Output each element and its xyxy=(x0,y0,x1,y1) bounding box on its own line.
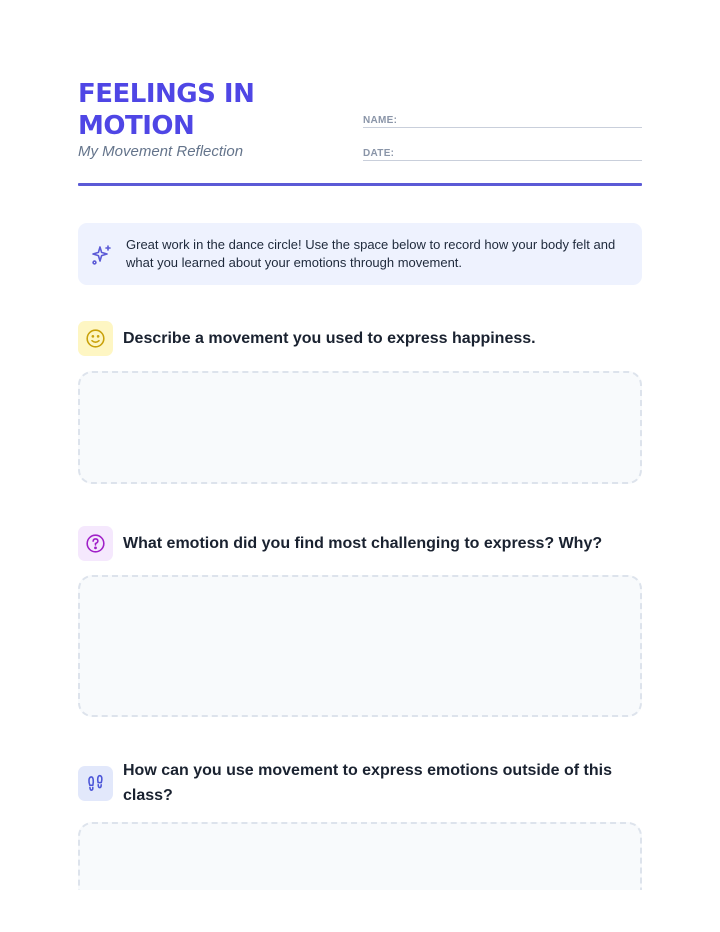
page-title: FEELINGS IN MOTION xyxy=(78,79,255,141)
question-1-text: Describe a movement you used to express happiness. xyxy=(123,330,536,347)
question-3-icon-badge xyxy=(78,766,113,801)
date-field[interactable] xyxy=(363,143,642,161)
question-2-icon-badge xyxy=(78,526,113,561)
footprints-icon xyxy=(85,773,106,794)
intro-text: Great work in the dance circle! Use the space below to record how your body felt and what you learned about your emotions through movement. xyxy=(126,237,616,270)
smile-icon xyxy=(85,328,106,349)
question-2-text: What emotion did you find most challenging to express? Why? xyxy=(123,535,603,552)
intro-box xyxy=(78,223,642,285)
answer-box-3[interactable] xyxy=(78,822,642,890)
page-subtitle: My Movement Reflection xyxy=(78,143,244,160)
question-3-text: How can you use movement to express emotions outside of this class? xyxy=(123,762,612,804)
name-field[interactable] xyxy=(363,110,642,128)
sparkles-icon xyxy=(90,243,114,267)
question-1-icon-badge xyxy=(78,321,113,356)
answer-box-1[interactable] xyxy=(78,371,642,484)
question-circle-icon xyxy=(85,533,106,554)
name-label: NAME: xyxy=(363,115,398,126)
header-divider xyxy=(78,183,642,186)
worksheet-page xyxy=(78,0,642,890)
date-label: DATE: xyxy=(363,148,395,159)
answer-box-2[interactable] xyxy=(78,575,642,717)
